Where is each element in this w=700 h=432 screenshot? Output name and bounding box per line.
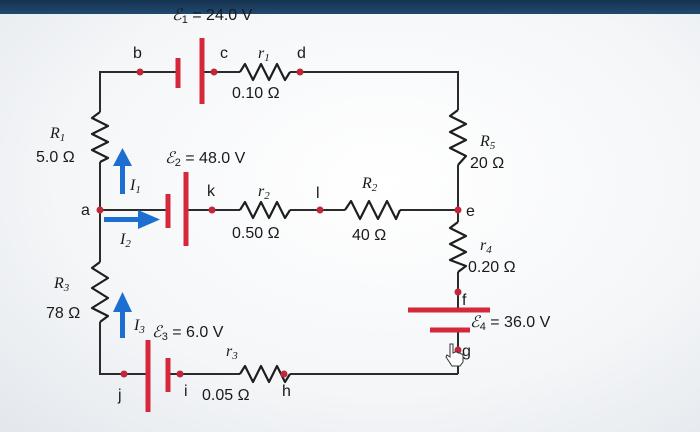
resistor-r1 [240,64,290,80]
arrow-I2 [104,210,160,229]
node-l [317,207,324,214]
resistor-R3 [92,262,108,322]
label-R5-symbol: R5 [480,133,496,152]
node-b [137,69,144,76]
label-R1-symbol: R1 [50,125,66,144]
label-emf2: ℰ2 = 48.0 V [165,150,246,169]
node-h [281,371,288,378]
resistor-R1 [92,112,108,162]
label-emf3: ℰ3 = 6.0 V [152,324,224,343]
label-emf1: ℰ1 = 24.0 V [172,7,253,26]
label-R3-value: 78 Ω [46,305,81,322]
node-c [211,69,218,76]
node-e [455,207,462,214]
label-I2: I2 [120,231,131,250]
node-j [121,371,128,378]
battery-emf2 [168,172,186,246]
label-I1: I1 [130,177,141,196]
resistor-r4 [450,222,466,272]
label-node-h: h [282,383,291,400]
arrow-I3 [113,292,132,338]
wire-top-right [290,72,458,110]
label-node-f: f [462,292,467,309]
label-r4-symbol: r4 [480,237,492,256]
label-r3-value: 0.05 Ω [202,387,250,404]
hand-cursor-icon [446,344,463,366]
battery-emf1 [178,38,202,104]
label-node-l: l [316,185,320,202]
label-R3-symbol: R3 [54,275,70,294]
node-a [97,207,104,214]
label-node-a: a [81,202,90,219]
label-R1-value: 5.0 Ω [36,149,75,166]
wire-top-left [100,72,178,112]
resistor-R5 [450,110,466,165]
label-node-c: c [220,45,228,62]
resistor-R2 [345,201,400,219]
battery-emf3 [148,340,168,412]
resistor-r2-internal [240,202,290,218]
label-r4-value: 0.20 Ω [468,259,516,276]
node-k [209,207,216,214]
label-r3-symbol: r3 [226,343,238,362]
label-node-k: k [207,183,215,200]
label-R2-symbol: R2 [362,175,378,194]
node-d [297,69,304,76]
label-node-g: g [462,343,471,360]
label-R5-value: 20 Ω [470,155,505,172]
node-f [455,289,462,296]
node-i [177,371,184,378]
label-emf4: ℰ4 = 36.0 V [470,314,551,333]
label-R2-value: 40 Ω [352,227,387,244]
label-node-j: j [118,387,122,404]
label-r2-value: 0.50 Ω [232,225,280,242]
label-node-b: b [133,45,142,62]
label-node-i: i [184,383,188,400]
label-I3: I3 [134,317,145,336]
label-r1-symbol: r1 [258,45,270,64]
label-node-e: e [466,203,475,220]
label-node-d: d [297,45,306,62]
label-r2-symbol: r2 [258,183,270,202]
label-r1-value: 0.10 Ω [232,85,280,102]
